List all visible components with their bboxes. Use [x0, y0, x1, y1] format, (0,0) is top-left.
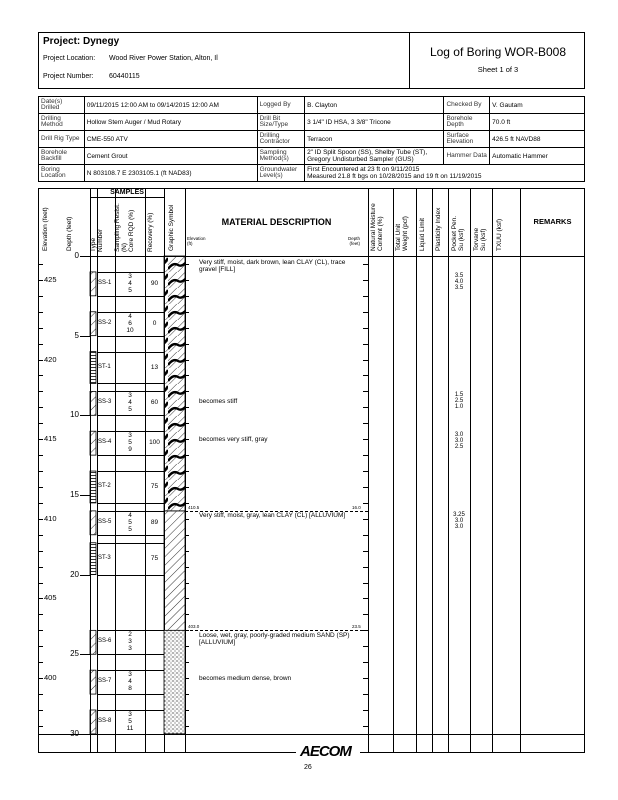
sample-number: ST-2	[98, 482, 111, 489]
depth-tick	[80, 575, 90, 576]
depth-subheader: Depth (feet)	[348, 236, 361, 246]
elevation-tick	[38, 503, 43, 504]
log-title: Log of Boring WOR-B008	[429, 45, 567, 59]
description-tick	[363, 567, 368, 568]
elevation-tick	[38, 662, 43, 663]
elevation-tick	[38, 551, 43, 552]
graphic-tick	[185, 567, 189, 568]
pocket-pen-value: 2.5	[454, 444, 464, 451]
depth-label: 25	[70, 649, 79, 659]
location-value: Wood River Power Station, Alton, Il	[109, 55, 218, 62]
graphic-tick	[185, 551, 189, 552]
description-tick	[363, 614, 368, 615]
location-label: Project Location:	[43, 55, 96, 62]
pocket-pen-value: 3.5	[454, 284, 464, 291]
graphic-tick	[185, 328, 189, 329]
blow-count: 5	[128, 525, 132, 533]
description-tick	[363, 344, 368, 345]
elevation-tick	[38, 344, 43, 345]
elevation-tick	[38, 567, 43, 568]
description-tick	[363, 423, 368, 424]
elevation-tick	[38, 630, 43, 631]
blow-count: 5	[128, 518, 132, 526]
description-tick	[363, 328, 368, 329]
material-description: Very stiff, moist, gray, lean CLAY (CL) [ALLUVIUM]	[199, 512, 346, 520]
elevation-tick	[38, 375, 43, 376]
description-tick	[363, 598, 368, 599]
column-divider	[416, 188, 417, 752]
info-label: Borehole Backfill	[39, 148, 85, 165]
pocket-pen-value: 3.0	[454, 438, 464, 445]
description-tick	[363, 487, 368, 488]
description-tick	[363, 678, 368, 679]
elevation-tick	[38, 583, 43, 584]
depth-tick	[80, 256, 90, 257]
elevation-tick	[38, 694, 43, 695]
pocket-pen-value: 3.0	[454, 517, 464, 524]
pocket-pen-value: 3.0	[454, 523, 464, 530]
blow-count: 5	[128, 439, 132, 447]
blow-count: 4	[128, 279, 132, 287]
sample-number: SS-3	[98, 399, 112, 406]
blow-count: 3	[128, 272, 132, 280]
graphic-tick	[185, 710, 189, 711]
column-divider	[470, 188, 471, 752]
sample-bottom-rule	[97, 654, 164, 655]
depth-label: 30	[70, 728, 79, 738]
elevation-tick	[38, 312, 43, 313]
elevation-tick	[38, 471, 43, 472]
elevation-tick	[38, 646, 43, 647]
graphic-tick	[185, 519, 189, 520]
blow-count: 4	[128, 511, 132, 519]
info-label: Drilling Contractor	[257, 131, 304, 148]
elevation-label: 415	[44, 434, 57, 444]
description-tick	[363, 391, 368, 392]
column-divider	[432, 188, 433, 752]
blow-count: 3	[128, 711, 132, 718]
elevation-tick	[38, 360, 43, 361]
description-tick	[363, 360, 368, 361]
info-value: B. Clayton	[305, 97, 444, 114]
info-label: Borehole Depth	[444, 114, 490, 131]
description-tick	[363, 439, 368, 440]
column-header-torvane: Torvane Su (ksf)	[473, 227, 487, 251]
description-tick	[363, 455, 368, 456]
header-bottom-rule	[90, 256, 585, 257]
sample-bottom-rule	[97, 535, 164, 536]
sample-bottom-rule	[97, 336, 164, 337]
graphic-tick	[185, 598, 189, 599]
sample-number: ST-1	[98, 363, 111, 370]
description-tick	[363, 375, 368, 376]
material-description: becomes medium dense, brown	[199, 674, 292, 682]
description-tick	[363, 710, 368, 711]
depth-tick	[80, 495, 90, 496]
info-value: 2" ID Split Spoon (SS), Shelby Tube (ST), Gregory Undisturbed Sampler (GUS)	[305, 148, 444, 165]
blow-count: 4	[128, 678, 132, 686]
blow-count: 3	[128, 392, 132, 400]
description-tick	[363, 551, 368, 552]
elevation-tick	[38, 614, 43, 615]
info-label: Hammer Data	[444, 148, 490, 165]
info-label: Sampling Method(s)	[257, 148, 304, 165]
pocket-pen-value: 1.5	[454, 392, 464, 399]
graphic-tick	[185, 471, 189, 472]
elevation-tick	[38, 264, 43, 265]
column-header-blows: Sampling Resist. (N) Core RQD (%)	[114, 203, 135, 252]
blow-count: 11	[126, 725, 134, 732]
contact-depth: 23.5	[352, 624, 361, 630]
graphic-tick	[185, 535, 189, 536]
elevation-tick	[38, 439, 43, 440]
graphic-tick	[185, 455, 189, 456]
recovery-value: 90	[150, 279, 159, 287]
info-value: 3 1/4" ID HSA, 3 3/8" Tricone	[305, 114, 444, 131]
elevation-label: 405	[44, 593, 57, 603]
description-tick	[363, 535, 368, 536]
blow-count: 6	[128, 319, 132, 327]
column-divider	[185, 188, 186, 752]
info-value: Automatic Hammer	[490, 148, 585, 165]
sample-top-rule	[97, 352, 164, 353]
info-label: Logged By	[257, 97, 304, 114]
description-tick	[363, 312, 368, 313]
elevation-tick	[38, 726, 43, 727]
pocket-pen-value: 2.5	[454, 398, 464, 405]
column-header-ll: Liquid Limit	[419, 218, 426, 251]
elevation-tick	[38, 535, 43, 536]
description-tick	[363, 646, 368, 647]
samples-rule	[90, 197, 164, 198]
blow-count: 3	[128, 645, 132, 653]
depth-label: 5	[74, 330, 79, 340]
description-tick	[363, 280, 368, 281]
info-label: Groundwater Level(s)	[257, 165, 304, 182]
column-header-recovery: Recovery (%)	[147, 212, 154, 252]
sample-top-rule	[97, 543, 164, 544]
pocket-pen-value: 3.0	[454, 432, 464, 439]
description-tick	[363, 519, 368, 520]
blow-count: 10	[126, 326, 134, 334]
info-label: Surface Elevation	[444, 131, 490, 148]
info-value: First Encountered at 23 ft on 9/11/2015 Measured 21.8 ft bgs on 10/28/2015 and 19 ft on 11/19/2015	[305, 165, 585, 182]
info-label: Drilling Method	[39, 114, 85, 131]
info-row	[39, 131, 585, 148]
graphic-tick	[185, 391, 189, 392]
depth-label: 10	[70, 410, 79, 420]
column-header-pp: Pocket Pen. Su (ksf)	[451, 215, 465, 251]
info-value: CME-550 ATV	[84, 131, 257, 148]
project-header	[38, 32, 585, 89]
graphic-tick	[185, 583, 189, 584]
elevation-tick	[38, 328, 43, 329]
blow-count: 3	[128, 432, 132, 440]
sample-number: SS-2	[98, 319, 112, 326]
sample-number: SS-1	[98, 279, 112, 286]
material-description: Loose, wet, gray, poorly-graded medium SAND (SP) [ALLUVIUM]	[199, 631, 350, 646]
recovery-value: 75	[150, 554, 159, 562]
graphic-tick	[185, 503, 189, 504]
pocket-pen-value: 1.0	[454, 404, 464, 411]
material-description: Very stiff, moist, dark brown, lean CLAY (CL), trace gravel [FILL]	[199, 259, 346, 274]
number-value: 60440115	[109, 73, 140, 80]
sample-number: SS-8	[98, 717, 112, 724]
elevation-tick	[38, 519, 43, 520]
description-tick	[363, 407, 368, 408]
info-value: Terracon	[305, 131, 444, 148]
depth-tick	[80, 336, 90, 337]
contact-elevation: 410.5	[188, 504, 200, 510]
graphic-tick	[185, 375, 189, 376]
log-title-box	[409, 33, 586, 88]
elevation-label: 400	[44, 673, 57, 683]
blow-count: 4	[128, 399, 132, 407]
recovery-value: 100	[149, 439, 160, 447]
recovery-value: 0	[152, 319, 157, 327]
column-header-moisture: Natural Moisture Content (%)	[370, 203, 384, 251]
sample-bottom-rule	[97, 734, 164, 735]
description-tick	[363, 296, 368, 297]
elevation-subheader: Elevation (ft)	[187, 236, 206, 246]
info-value: 70.0 ft	[490, 114, 585, 131]
description-tick	[363, 662, 368, 663]
pocket-pen-value: 3.5	[454, 272, 464, 279]
graphic-tick	[185, 646, 189, 647]
description-tick	[363, 726, 368, 727]
blow-count: 4	[128, 312, 132, 320]
contact-depth: 16.0	[352, 504, 361, 510]
info-label: Boring Location	[39, 165, 85, 182]
sample-bottom-rule	[97, 575, 164, 576]
elevation-tick	[38, 296, 43, 297]
depth-label: 0	[74, 251, 79, 260]
depth-label: 15	[70, 489, 79, 499]
graphic-tick	[185, 439, 189, 440]
number-label: Project Number:	[43, 73, 94, 80]
column-header-txuu: TXUU (ksf)	[496, 218, 503, 251]
elevation-tick	[38, 710, 43, 711]
remarks-header: REMARKS	[533, 217, 572, 226]
depth-tick	[80, 415, 90, 416]
depth-tick	[80, 654, 90, 655]
column-header-type: Type Number	[90, 228, 104, 252]
blow-count: 3	[128, 638, 132, 646]
column-divider	[520, 188, 521, 752]
column-header-pi: Plasticity Index	[435, 207, 442, 251]
graphic-tick	[185, 487, 189, 488]
elevation-tick	[38, 678, 43, 679]
info-row	[39, 97, 585, 114]
graphic-tick	[185, 407, 189, 408]
sample-number: SS-5	[98, 518, 112, 525]
info-value: 426.5 ft NAVD88	[490, 131, 585, 148]
graphic-tick	[185, 614, 189, 615]
column-divider	[393, 188, 394, 752]
graphic-tick	[185, 726, 189, 727]
graphic-tick	[185, 662, 189, 663]
sample-bottom-rule	[97, 455, 164, 456]
elevation-label: 420	[44, 354, 57, 364]
elevation-tick	[38, 423, 43, 424]
info-row	[39, 148, 585, 165]
sample-bottom-rule	[97, 415, 164, 416]
material-description-header: MATERIAL DESCRIPTION	[221, 217, 332, 227]
graphic-tick	[185, 360, 189, 361]
info-row	[39, 165, 585, 182]
blow-count: 9	[128, 446, 132, 454]
graphic-tick	[185, 264, 189, 265]
graphic-tick	[185, 296, 189, 297]
info-value: 09/11/2015 12:00 AM to 09/14/2015 12:00 AM	[84, 97, 257, 114]
column-divider	[492, 188, 493, 752]
elevation-label: 425	[44, 274, 57, 284]
page-number: 26	[304, 764, 312, 771]
depth-label: 20	[70, 569, 79, 579]
samples-header: SAMPLES	[110, 189, 144, 196]
footer-rule-right	[360, 752, 585, 753]
recovery-value: 89	[150, 518, 159, 526]
elevation-tick	[38, 598, 43, 599]
pocket-pen-value: 3.25	[453, 511, 465, 518]
graphic-tick	[185, 678, 189, 679]
aecom-logo: AECOM	[300, 743, 351, 760]
blow-count: 5	[128, 286, 132, 294]
sample-bottom-rule	[97, 296, 164, 297]
blow-count: 5	[128, 406, 132, 414]
sample-bottom-rule	[97, 503, 164, 504]
sample-top-rule	[97, 471, 164, 472]
elevation-tick	[38, 455, 43, 456]
description-tick	[363, 503, 368, 504]
elevation-tick	[38, 391, 43, 392]
info-value: N 803108.7 E 2303105.1 (ft NAD83)	[84, 165, 257, 182]
recovery-value: 60	[150, 399, 159, 407]
info-row	[39, 114, 585, 131]
pocket-pen-value: 4.0	[454, 278, 464, 285]
description-tick	[363, 264, 368, 265]
graphic-tick	[185, 423, 189, 424]
info-label: Date(s) Drilled	[39, 97, 85, 114]
info-value: Hollow Stem Auger / Mud Rotary	[84, 114, 257, 131]
elevation-label: 410	[44, 513, 57, 523]
sample-number: SS-4	[98, 439, 112, 446]
sample-number: SS-7	[98, 678, 112, 685]
elevation-tick	[38, 487, 43, 488]
footer-rule-left	[38, 752, 296, 753]
blow-count: 5	[128, 718, 132, 725]
description-tick	[363, 583, 368, 584]
info-value: Cement Grout	[84, 148, 257, 165]
info-value: V. Gautam	[490, 97, 585, 114]
sheet-number: Sheet 1 of 3	[477, 65, 519, 74]
info-label: Drill Bit Size/Type	[257, 114, 304, 131]
elevation-tick	[38, 407, 43, 408]
blow-count: 2	[128, 631, 132, 639]
graphic-tick	[185, 312, 189, 313]
info-label: Checked By	[444, 97, 490, 114]
column-header-elevation: Elevation (feet)	[42, 207, 49, 251]
material-description: becomes very stiff, gray	[199, 436, 268, 443]
elevation-tick	[38, 280, 43, 281]
column-header-unit_wt: Total Unit Weight (pcf)	[395, 216, 409, 251]
recovery-value: 13	[150, 363, 159, 371]
column-divider	[90, 188, 91, 752]
blow-count: 3	[128, 671, 132, 679]
depth-tick	[80, 734, 90, 735]
sample-number: ST-3	[98, 554, 111, 561]
sample-bottom-rule	[97, 694, 164, 695]
material-description: becomes stiff	[199, 397, 238, 405]
graphic-tick	[185, 344, 189, 345]
column-header-depth: Depth (feet)	[66, 216, 73, 251]
boring-info-table	[38, 96, 585, 182]
column-header-graphic: Graphic Symbol	[168, 204, 175, 251]
blow-count: 8	[128, 685, 132, 693]
description-tick	[363, 471, 368, 472]
graphic-tick	[185, 694, 189, 695]
recovery-value: 75	[150, 482, 159, 490]
column-divider	[164, 188, 165, 752]
sample-number: SS-6	[98, 638, 112, 645]
sample-bottom-rule	[97, 383, 164, 384]
contact-elevation: 403.0	[188, 624, 200, 630]
description-tick	[363, 694, 368, 695]
info-label: Drill Rig Type	[39, 131, 85, 148]
project-title: Project: Dynegy	[43, 36, 120, 47]
column-divider	[368, 188, 369, 752]
graphic-tick	[185, 280, 189, 281]
